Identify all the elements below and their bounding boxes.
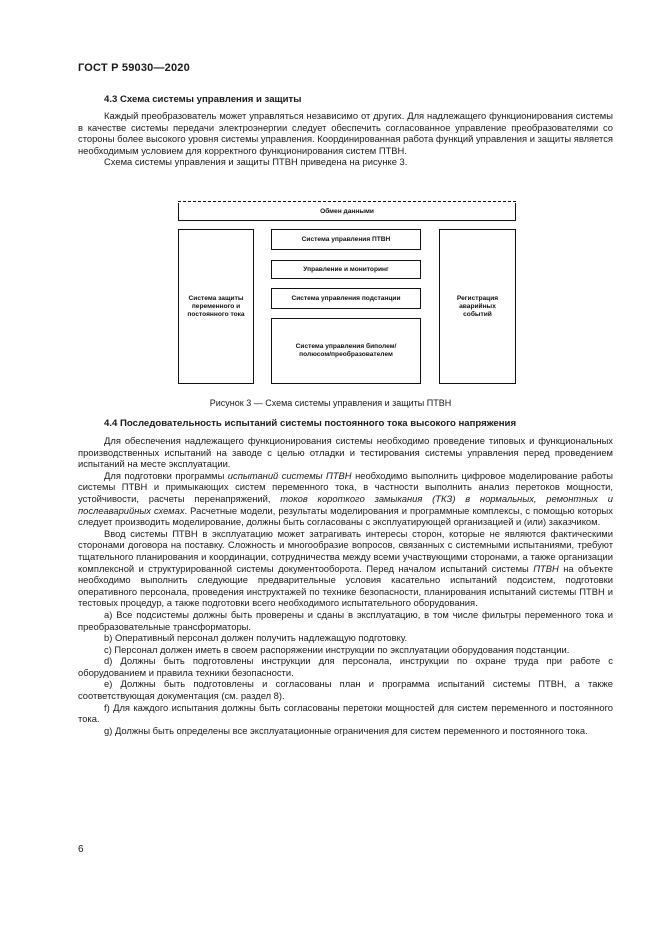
paragraph: Для подготовки программы испытаний системы ПТВН необходимо выполнить цифровое моделирование работы системы ПТВН и примыкающих систем переменного тока, в частности выполнить анализ перетоков мощности, устойчивости, расчеты перенапряжений, токов короткого замыкания (ТКЗ) в нормальных, ремонтных и послеаварийных схемах. Расчетные модели, результаты моделирования и программные комплексы, с помощью которых следует производить моделирование, должны быть согласованы с эксплуатирующей организацией и (или) заказчиком. [78,469,614,528]
control-protection-diagram [178,201,516,384]
list-item: a) Все подсистемы должны быть проверены и сданы в эксплуатацию, в том числе фильтры переменного тока и преобразовательные трансформаторы. [78,608,613,632]
section-4-4-body [78,435,613,736]
paragraph: Для обеспечения надлежащего функционирования системы необходимо проведение типовых и функциональных производственных испытаний на заводе с целью отладки и тестирования системы управления перед проведением испытаний на месте эксплуатации. [78,435,613,470]
list-item: c) Персонал должен иметь в своем распоряжении инструкции по эксплуатации оборудования подстанции. [104,643,570,655]
list-item: e) Должны быть подготовлены и согласованы план и программа испытаний системы ПТВН, а также соответствующая документация (см. раздел 8). [78,678,613,702]
paragraph: Ввод системы ПТВН в эксплуатацию может затрагивать интересы сторон, которые не являются фактическими сторонами договора на поставку. Сложность и многообразие вопросов, связанных с системными испытаниями, требуют тщательного планирования и координации, сотрудничества между всеми участвующими сторонами, а также организации комплексной и структурированной системы документооборота. Перед началом испытаний системы ПТВН на объекте необходимо выполнить следующие предварительные условия касательно испытаний подсистем, подготовки оперативного персонала, проведения инструктажей по технике безопасности, планирования испытаний системы ПТВН и тестовых процедур, а также подготовки всего необходимого испытательного оборудования. [78,527,613,609]
list-item: g) Должны быть определены все эксплуатационные ограничения для систем переменного и постоянного тока. [104,724,588,736]
page-number: 6 [78,844,84,855]
list-item: f) Для каждого испытания должны быть согласованы перетоки мощностей для систем переменного и постоянного тока. [78,701,613,725]
substation-control-box: Система управления подстанции [271,288,421,309]
section-4-3-body [78,110,613,168]
section-4-4-heading: 4.4 Последовательность испытаний системы постоянного тока высокого напряжения [104,418,517,429]
bipole-control-box: Система управления биполем/ полюсом/преобразователем [271,318,421,384]
data-exchange-bus: Обмен данными [178,203,516,221]
list-item: b) Оперативный персонал должен получить надлежащую подготовку. [104,632,408,644]
protection-system-box: Система защиты переменного и постоянного тока [178,229,254,384]
event-recording-box: Регистрация аварийных событий [439,229,516,384]
section-4-3-heading: 4.3 Схема системы управления и защиты [104,94,302,105]
diagram-dashed-border [178,201,516,202]
monitoring-control-box: Управление и мониторинг [271,260,421,279]
paragraph: Схема системы управления и защиты ПТВН приведена на рисунке 3. [104,156,408,168]
standard-header: ГОСТ Р 59030—2020 [78,62,190,74]
list-item: d) Должны быть подготовлены инструкции для персонала, инструкции по охране труда при работе с оборудованием и правила техники безопасности. [78,655,613,678]
hvdc-control-system-box: Система управления ПТВН [271,229,421,250]
figure-caption: Рисунок 3 — Схема системы управления и защиты ПТВН [209,398,452,408]
paragraph: Каждый преобразователь может управляться независимо от других. Для надлежащего функционирования системы в качестве системы передачи электроэнергии следует обеспечить согласованное управление преобразователями со стороны более высокого уровня системы управления. Координированная работа функций управления и защиты является необходимым условием для корректного функционирования систем ПТВН. [78,110,613,156]
